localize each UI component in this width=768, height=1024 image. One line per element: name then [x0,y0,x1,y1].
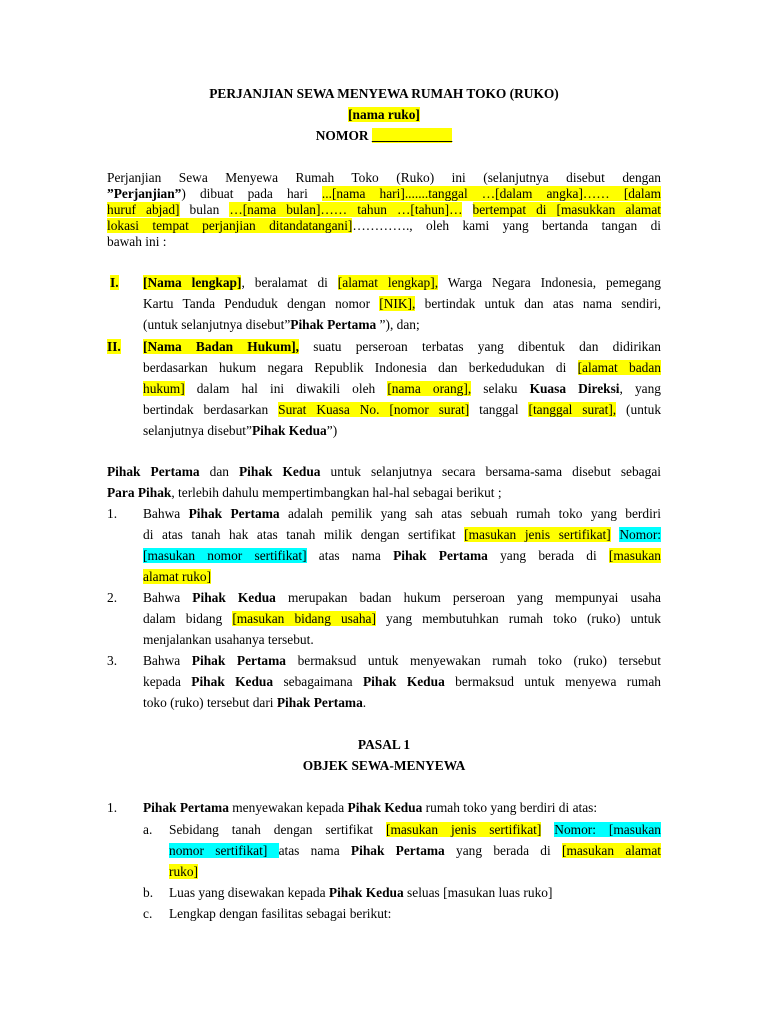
pihak-pertama-term: Pihak Pertama [188,506,280,521]
party-text: Warga Negara Indonesia, pemegang [438,275,661,290]
pasal-1-item-1-line [143,800,597,816]
pasal-1-heading: PASAL 1 [357,737,411,752]
item-text [541,822,554,837]
party-text: (untuk selanjutnya disebut” [143,317,291,332]
item-text: sebagaimana [273,674,363,689]
item-text: merupakan badan hukum perseroan yang mempunyai usaha [275,590,661,605]
company-address-placeholder: [alamat badan [577,360,661,375]
intro-line-4 [107,218,661,234]
party-text: bertindak untuk dan atas nama sendiri, [415,296,661,311]
pihak-pertama-term: Pihak Pertama [191,653,286,668]
party-text: selaku [471,381,530,396]
pihak-pertama-term: Pihak Pertama [290,317,377,332]
intro-text: ) dibuat pada hari [181,186,322,201]
consider-line-2 [107,485,502,501]
pasal-1-sub-c-letter: c. [143,906,153,921]
party-text: ”) [326,423,338,438]
pihak-pertama-term: Pihak Pertama [276,695,363,710]
party-2-line-3 [143,381,661,397]
party-1-line-2 [143,296,661,312]
ruko-address-placeholder: ruko] [169,864,199,879]
ruko-address-placeholder: [masukan alamat [561,843,661,858]
item-text: Sebidang tanah dengan sertifikat [169,822,386,837]
item-text: bermaksud untuk menyewakan rumah toko (ruko) tersebut [285,653,661,668]
party-text: berdasarkan hukum negara Republik Indonesia dan berkedudukan di [143,360,578,375]
pasal-1-sub-a-letter: a. [143,822,153,837]
full-name-placeholder: [Nama lengkap] [143,275,242,290]
consider-text: untuk selanjutnya secara bersama-sama disebut sebagai [320,464,661,479]
consider-item-1-line-1 [143,506,661,522]
pihak-kedua-term: Pihak Kedua [239,464,321,479]
representative-placeholder: [nama orang], [387,381,472,396]
nik-placeholder: [NIK], [379,296,416,311]
certificate-number-label: Nomor: [619,527,661,542]
party-text: , beralamat di [241,275,338,290]
intro-text: bulan [179,202,230,217]
consider-item-3-number: 3. [107,653,118,668]
item-text: Luas yang disewakan kepada [169,885,329,900]
nomor-blank: ____________ [371,128,453,143]
pasal-1-sub-a-line-1 [169,822,661,838]
party-1-line-3 [143,317,420,333]
pasal-1-subheading: OBJEK SEWA-MENYEWA [302,758,466,773]
ruko-name-field: [nama ruko] [348,107,420,122]
consider-text: , terlebih dahulu mempertimbangkan hal-hal sebagai berikut ; [171,485,502,500]
intro-text [462,202,472,217]
pihak-pertama-term: Pihak Pertama [393,548,488,563]
item-text: Bahwa [143,590,193,605]
para-pihak-term: Para Pihak [107,485,172,500]
pihak-pertama-term: Pihak Pertama [350,843,445,858]
address-placeholder: [alamat lengkap], [337,275,439,290]
month-year-placeholder: …[nama bulan]…… tahun …[tahun]… [229,202,463,217]
party-2-line-4 [143,402,661,418]
pihak-kedua-term: Pihak Kedua [347,800,423,815]
consider-item-1-line-4 [143,569,211,585]
location-placeholder: lokasi tempat perjanjian ditandatangani] [107,218,353,233]
pihak-kedua-term: Pihak Kedua [328,885,404,900]
ruko-name-placeholder [0,107,768,123]
consider-item-3-line-2 [143,674,661,690]
item-text: . [362,695,367,710]
certificate-type-placeholder: [masukan jenis sertifikat] [385,822,542,837]
party-1-line-1 [143,275,661,291]
consider-item-1-number: 1. [107,506,118,521]
pihak-kedua-term: Pihak Kedua [362,674,445,689]
pihak-kedua-term: Pihak Kedua [251,423,327,438]
pihak-kedua-term: Pihak Kedua [191,674,274,689]
consider-item-2-line-3: menjalankan usahanya tersebut. [143,632,314,647]
party-text: tanggal [469,402,529,417]
consider-item-2-number: 2. [107,590,118,605]
pasal-1-sub-a-line-2 [169,843,661,859]
ruko-address-placeholder: alamat ruko] [143,569,212,584]
certificate-type-placeholder: [masukan jenis sertifikat] [464,527,611,542]
consider-item-1-line-2 [143,527,661,543]
item-text: menyewakan kepada [228,800,348,815]
party-text: , yang [619,381,661,396]
party-text: suatu perseroan terbatas yang dibentuk dan didirikan [299,339,661,354]
item-text: bermaksud untuk menyewa rumah [444,674,661,689]
consider-line-1 [107,464,661,480]
date-placeholder: ...[nama hari].......tanggal …[dalam angka]…… [dalam [321,186,661,201]
item-text: yang berada di [444,843,562,858]
party-2-line-1 [143,339,661,355]
pasal-1-sub-b-letter: b. [143,885,154,900]
intro-text: …………., oleh kami yang bertanda tangan di [352,218,661,233]
party-text: Kartu Tanda Penduduk dengan nomor [143,296,380,311]
consider-item-2-line-1 [143,590,661,606]
consider-item-2-line-2 [143,611,661,627]
item-text: yang membutuhkan rumah toko (ruko) untuk [375,611,661,626]
item-text: atas nama [306,548,394,563]
party-2-line-2 [143,360,661,376]
roman-numeral: II. [107,339,121,354]
pihak-pertama-term: Pihak Pertama [143,800,229,815]
ruko-address-placeholder: [masukan [608,548,661,563]
item-text: Bahwa [143,506,189,521]
item-text: kepada [143,674,192,689]
perjanjian-term: ”Perjanjian” [107,186,182,201]
company-address-placeholder: hukum] [143,381,185,396]
intro-line-5: bawah ini : [107,234,167,249]
item-text: rumah toko yang berdiri di atas: [422,800,598,815]
item-text: atas nama [278,843,351,858]
letter-date-placeholder: [tanggal surat], [528,402,617,417]
consider-item-3-line-1 [143,653,661,669]
location-placeholder: bertempat di [masukkan alamat [472,202,662,217]
item-text: dalam bidang [143,611,233,626]
party-2-line-5 [143,423,337,439]
nomor-label: NOMOR [315,128,369,143]
item-text: Bahwa [143,653,192,668]
document-title: PERJANJIAN SEWA MENYEWA RUMAH TOKO (RUKO) [209,86,559,101]
roman-numeral: I. [110,275,119,290]
business-field-placeholder: [masukan bidang usaha] [232,611,376,626]
certificate-number-placeholder: Nomor: [masukan [554,822,661,837]
item-text: toko (ruko) tersebut dari [143,695,277,710]
consider-text: dan [199,464,239,479]
date-words-placeholder: huruf abjad] [107,202,180,217]
intro-line-1: Perjanjian Sewa Menyewa Rumah Toko (Ruko) ini (selanjutnya disebut dengan [107,170,661,185]
pasal-1-sub-c-line: Lengkap dengan fasilitas sebagai berikut: [169,906,392,921]
certificate-number-placeholder: nomor sertifikat] [169,843,279,858]
party-text: (untuk [616,402,662,417]
pasal-1-sub-b-line [169,885,552,901]
certificate-number-placeholder: [masukan nomor sertifikat] [143,548,307,563]
consider-item-3-line-3 [143,695,366,711]
party-2-number [107,339,121,355]
party-text: dalam hal ini diwakili oleh [184,381,388,396]
pihak-pertama-term: Pihak Pertama [107,464,200,479]
intro-line-3 [107,202,661,218]
company-name-placeholder: [Nama Badan Hukum], [143,339,300,354]
item-text: di atas tanah hak atas tanah milik dengan sertifikat [143,527,465,542]
letter-number-placeholder: Surat Kuasa No. [nomor surat] [278,402,470,417]
item-text: adalah pemilik yang sah atas sebuah rumah toko yang berdiri [279,506,661,521]
party-text: selanjutnya disebut” [143,423,252,438]
document-number [0,128,768,144]
kuasa-direksi-term: Kuasa Direksi [529,381,620,396]
consider-item-1-line-3 [143,548,661,564]
pihak-kedua-term: Pihak Kedua [192,590,276,605]
party-text: ”), dan; [376,317,420,332]
pasal-1-item-1-number: 1. [107,800,118,815]
party-1-number [110,275,119,291]
item-text: seluas [masukan luas ruko] [403,885,553,900]
pasal-1-sub-a-line-3 [169,864,198,880]
item-text: yang berada di [487,548,609,563]
party-text: bertindak berdasarkan [143,402,279,417]
intro-line-2 [107,186,661,202]
